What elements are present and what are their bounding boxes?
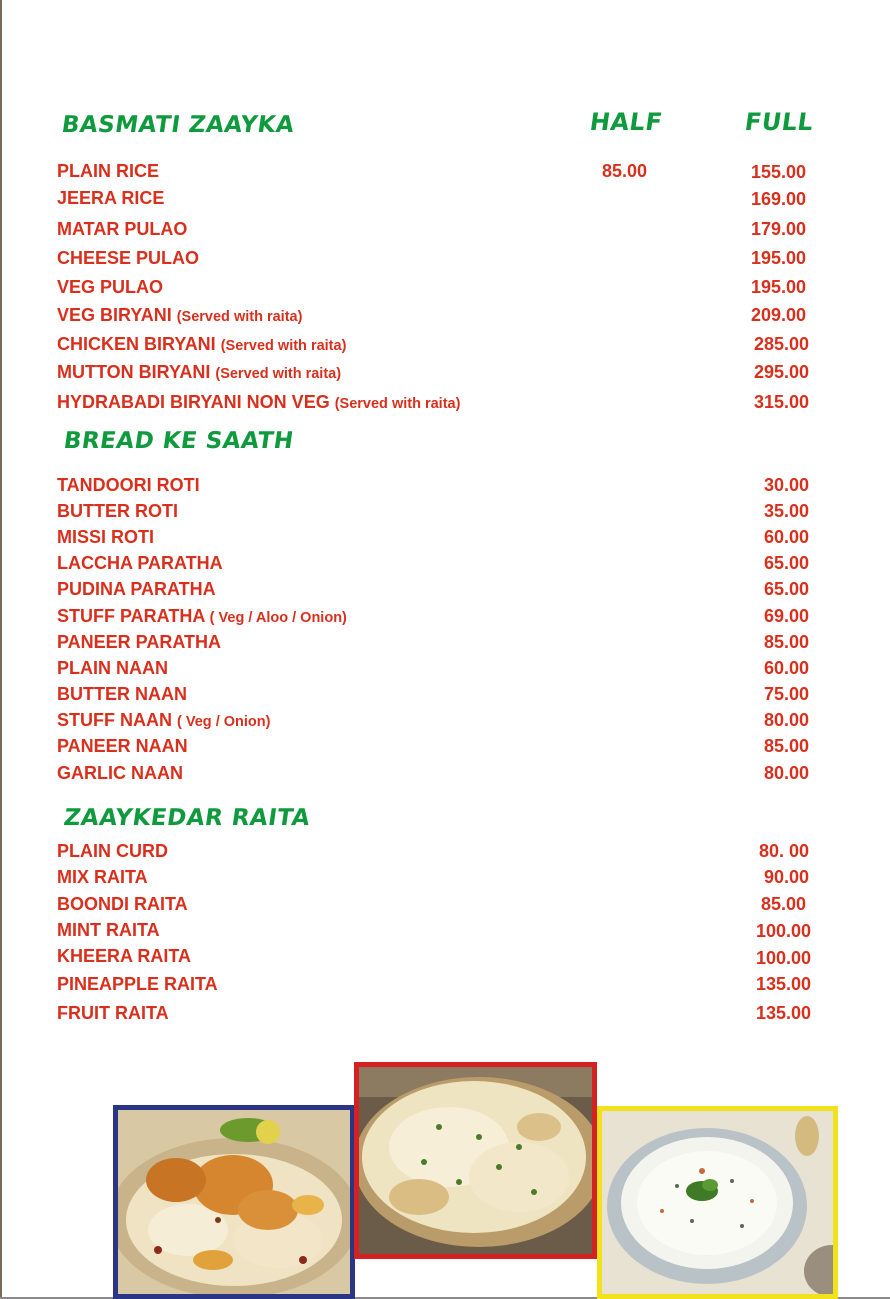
menu-item-name: VEG BIRYANI (Served with raita) — [57, 305, 303, 325]
menu-item-full-price: 315.00 — [753, 392, 809, 412]
menu-item-half-price: 85.00 — [601, 161, 647, 181]
menu-item-full-price: 155.00 — [750, 162, 806, 182]
menu-item-name: LACCHA PARATHA — [57, 553, 223, 573]
section-title-zaaykedar-raita: ZAAYKEDAR RAITA — [62, 805, 312, 831]
menu-item-name: TANDOORI ROTI — [57, 475, 200, 495]
menu-item-full-price: 209.00 — [750, 305, 806, 325]
menu-item-name: KHEERA RAITA — [57, 946, 191, 966]
menu-item-name: CHICKEN BIRYANI (Served with raita) — [57, 334, 347, 354]
menu-item-name: PINEAPPLE RAITA — [57, 974, 218, 994]
menu-item-full-price: 100.00 — [755, 948, 811, 968]
menu-item-name: JEERA RICE — [57, 188, 165, 208]
menu-item-name: MINT RAITA — [57, 920, 160, 940]
menu-item-full-price: 35.00 — [763, 501, 809, 521]
menu-item-full-price: 135.00 — [755, 1003, 811, 1023]
menu-item-full-price: 30.00 — [763, 475, 809, 495]
page-border-left — [0, 0, 2, 1299]
menu-item-full-price: 75.00 — [763, 684, 809, 704]
menu-item-name: HYDRABADI BIRYANI NON VEG (Served with raita) — [57, 392, 461, 412]
menu-item-name: MUTTON BIRYANI (Served with raita) — [57, 362, 342, 382]
menu-item-name: PANEER PARATHA — [57, 632, 222, 652]
menu-item-full-price: 85.00 — [760, 894, 806, 914]
menu-item-full-price: 179.00 — [750, 219, 806, 239]
raita-photo — [597, 1106, 838, 1299]
menu-item-name: STUFF PARATHA ( Veg / Aloo / Onion) — [57, 606, 347, 626]
menu-item-name: GARLIC NAAN — [57, 763, 183, 783]
menu-item-name: BUTTER NAAN — [57, 684, 187, 704]
menu-item-note: (Served with raita) — [220, 338, 347, 354]
menu-item-full-price: 85.00 — [763, 632, 809, 652]
menu-item-full-price: 60.00 — [763, 658, 809, 678]
menu-item-name: CHEESE PULAO — [57, 248, 200, 268]
menu-item-name: PANEER NAAN — [57, 736, 188, 756]
naan-photo — [354, 1062, 597, 1259]
menu-item-full-price: 60.00 — [763, 527, 809, 547]
menu-item-name: BUTTER ROTI — [57, 501, 178, 521]
full-column-header: FULL — [743, 108, 816, 136]
menu-item-full-price: 69.00 — [763, 606, 809, 626]
half-column-header: HALF — [588, 108, 665, 136]
menu-item-name: PUDINA PARATHA — [57, 579, 216, 599]
menu-item-name: BOONDI RAITA — [57, 894, 188, 914]
menu-item-full-price: 90.00 — [763, 867, 809, 887]
menu-item-name: PLAIN CURD — [57, 841, 168, 861]
menu-item-full-price: 65.00 — [763, 579, 809, 599]
menu-item-name: MIX RAITA — [57, 867, 148, 887]
menu-item-name: MISSI ROTI — [57, 527, 155, 547]
menu-item-full-price: 195.00 — [750, 248, 806, 268]
menu-item-name: FRUIT RAITA — [57, 1003, 169, 1023]
menu-item-note: ( Veg / Aloo / Onion) — [209, 610, 347, 626]
menu-item-full-price: 100.00 — [755, 921, 811, 941]
menu-item-full-price: 80.00 — [763, 763, 809, 783]
section-title-basmati-zaayka: BASMATI ZAAYKA — [60, 112, 297, 138]
menu-item-full-price: 195.00 — [750, 277, 806, 297]
menu-item-full-price: 135.00 — [755, 974, 811, 994]
menu-item-full-price: 80. 00 — [758, 841, 809, 861]
menu-item-name: MATAR PULAO — [57, 219, 188, 239]
menu-item-name: PLAIN RICE — [57, 161, 160, 181]
menu-item-name: PLAIN NAAN — [57, 658, 168, 678]
menu-item-full-price: 285.00 — [753, 334, 809, 354]
menu-item-note: ( Veg / Onion) — [177, 714, 271, 730]
section-title-bread-ke-saath: BREAD KE SAATH — [62, 428, 296, 454]
menu-item-name: VEG PULAO — [57, 277, 164, 297]
menu-item-note: (Served with raita) — [176, 309, 303, 325]
menu-item-note: (Served with raita) — [334, 396, 461, 412]
menu-item-note: (Served with raita) — [215, 366, 342, 382]
menu-item-full-price: 80.00 — [763, 710, 809, 730]
menu-item-full-price: 295.00 — [753, 362, 809, 382]
menu-item-full-price: 85.00 — [763, 736, 809, 756]
menu-item-full-price: 169.00 — [750, 189, 806, 209]
biryani-photo — [113, 1105, 355, 1299]
menu-item-name: STUFF NAAN ( Veg / Onion) — [57, 710, 271, 730]
menu-item-full-price: 65.00 — [763, 553, 809, 573]
